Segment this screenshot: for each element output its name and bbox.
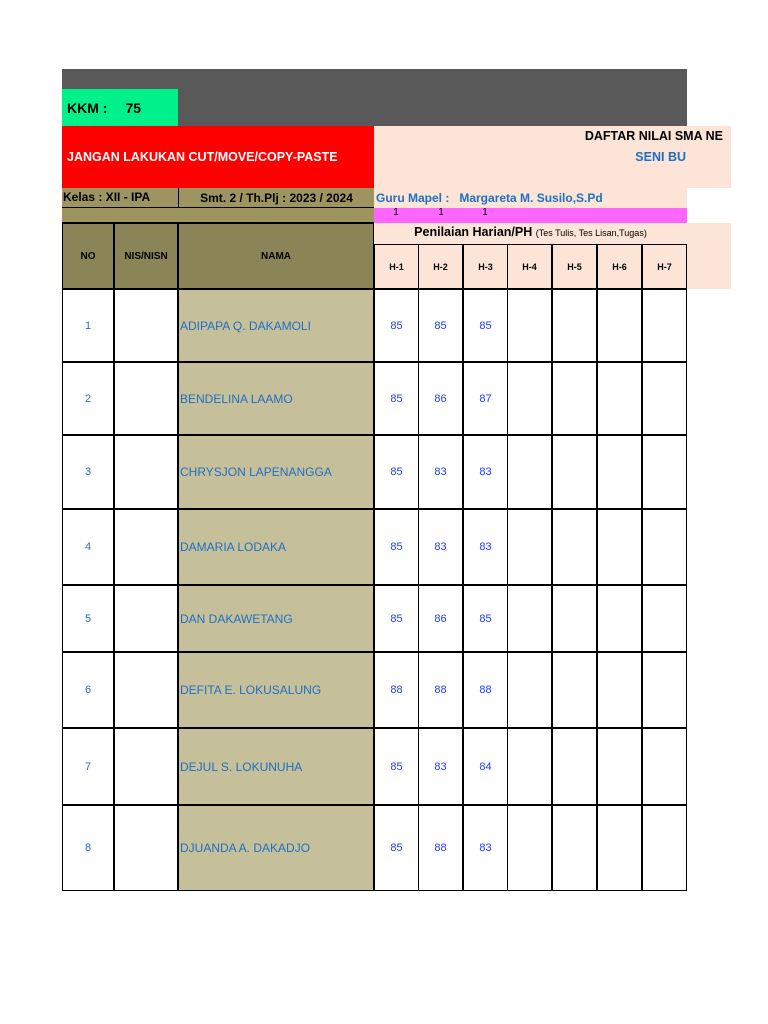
row-no-cell[interactable]: 2 xyxy=(62,362,114,435)
score-cell-h1[interactable]: 85 xyxy=(374,362,419,435)
row-nis-cell[interactable] xyxy=(114,509,178,585)
score-cell-h7[interactable] xyxy=(642,805,687,891)
header-h6: H-6 xyxy=(597,244,642,289)
header-nama: NAMA xyxy=(178,223,374,289)
score-cell-h4[interactable] xyxy=(507,652,552,728)
row-name-cell[interactable]: ADIPAPA Q. DAKAMOLI xyxy=(178,289,374,362)
row-name-cell[interactable]: DAN DAKAWETANG xyxy=(178,585,374,652)
row-no-cell[interactable]: 4 xyxy=(62,509,114,585)
score-cell-h4[interactable] xyxy=(507,585,552,652)
score-cell-h2[interactable]: 85 xyxy=(418,289,463,362)
row-name-cell[interactable]: DEFITA E. LOKUSALUNG xyxy=(178,652,374,728)
row-no-cell[interactable]: 5 xyxy=(62,585,114,652)
score-cell-h2[interactable]: 83 xyxy=(418,509,463,585)
score-cell-h6[interactable] xyxy=(597,509,642,585)
score-cell-h6[interactable] xyxy=(597,728,642,805)
row-no-cell[interactable]: 8 xyxy=(62,805,114,891)
row-nis-cell[interactable] xyxy=(114,652,178,728)
score-cell-h1[interactable]: 88 xyxy=(374,652,419,728)
header-h4: H-4 xyxy=(507,244,552,289)
score-cell-h3[interactable]: 88 xyxy=(463,652,508,728)
row-name-cell[interactable]: BENDELINA LAAMO xyxy=(178,362,374,435)
weight-cell[interactable]: 1 xyxy=(482,207,488,218)
teacher-name: Margareta M. Susilo,S.Pd xyxy=(459,191,603,205)
score-cell-h1[interactable]: 85 xyxy=(374,289,419,362)
score-cell-h7[interactable] xyxy=(642,728,687,805)
score-cell-h4[interactable] xyxy=(507,362,552,435)
score-cell-h2[interactable]: 88 xyxy=(418,805,463,891)
header-h3: H-3 xyxy=(463,244,508,289)
row-name-cell[interactable]: DEJUL S. LOKUNUHA xyxy=(178,728,374,805)
row-no-cell[interactable]: 3 xyxy=(62,435,114,509)
score-cell-h6[interactable] xyxy=(597,652,642,728)
header-h2: H-2 xyxy=(418,244,463,289)
score-cell-h6[interactable] xyxy=(597,289,642,362)
score-cell-h2[interactable]: 86 xyxy=(418,585,463,652)
score-cell-h4[interactable] xyxy=(507,289,552,362)
row-nis-cell[interactable] xyxy=(114,805,178,891)
header-no: NO xyxy=(62,223,114,289)
score-cell-h3[interactable]: 85 xyxy=(463,585,508,652)
score-cell-h3[interactable]: 83 xyxy=(463,805,508,891)
score-cell-h5[interactable] xyxy=(552,805,597,891)
score-cell-h7[interactable] xyxy=(642,652,687,728)
score-cell-h7[interactable] xyxy=(642,289,687,362)
score-cell-h2[interactable]: 86 xyxy=(418,362,463,435)
score-cell-h5[interactable] xyxy=(552,728,597,805)
score-cell-h2[interactable]: 88 xyxy=(418,652,463,728)
score-cell-h1[interactable]: 85 xyxy=(374,728,419,805)
ph-title xyxy=(374,225,687,239)
score-cell-h3[interactable]: 83 xyxy=(463,435,508,509)
kkm-value[interactable]: 75 xyxy=(125,99,142,116)
score-cell-h1[interactable]: 85 xyxy=(374,435,419,509)
score-cell-h7[interactable] xyxy=(642,585,687,652)
row-nis-cell[interactable] xyxy=(114,435,178,509)
weight-cell[interactable]: 1 xyxy=(393,207,399,218)
score-cell-h1[interactable]: 85 xyxy=(374,585,419,652)
score-cell-h3[interactable]: 83 xyxy=(463,509,508,585)
score-cell-h7[interactable] xyxy=(642,362,687,435)
row-nis-cell[interactable] xyxy=(114,289,178,362)
score-cell-h2[interactable]: 83 xyxy=(418,728,463,805)
subject-title: SENI BU xyxy=(635,150,686,164)
ph-subtitle: (Tes Tulis, Tes Lisan,Tugas) xyxy=(535,228,647,238)
score-cell-h5[interactable] xyxy=(552,435,597,509)
score-cell-h5[interactable] xyxy=(552,362,597,435)
score-cell-h6[interactable] xyxy=(597,435,642,509)
score-cell-h1[interactable]: 85 xyxy=(374,805,419,891)
score-cell-h3[interactable]: 84 xyxy=(463,728,508,805)
spacer-row xyxy=(62,208,374,223)
header-h1: H-1 xyxy=(374,244,419,289)
kkm-label: KKM : xyxy=(67,99,108,116)
teacher-label: Guru Mapel : xyxy=(376,191,450,205)
weight-row xyxy=(374,208,687,223)
score-cell-h5[interactable] xyxy=(552,652,597,728)
kkm-box xyxy=(62,89,178,126)
header-h5: H-5 xyxy=(552,244,597,289)
teacher-cell[interactable] xyxy=(374,188,687,208)
score-cell-h4[interactable] xyxy=(507,509,552,585)
weight-cell[interactable]: 1 xyxy=(438,207,444,218)
score-cell-h5[interactable] xyxy=(552,289,597,362)
score-cell-h4[interactable] xyxy=(507,435,552,509)
score-cell-h3[interactable]: 85 xyxy=(463,289,508,362)
class-label[interactable]: Kelas : XII - IPA xyxy=(63,190,151,204)
sheet-title: DAFTAR NILAI SMA NE xyxy=(584,129,723,143)
row-name-cell[interactable]: DJUANDA A. DAKADJO xyxy=(178,805,374,891)
semester-label[interactable]: Smt. 2 / Th.Plj : 2023 / 2024 xyxy=(178,188,374,208)
score-cell-h1[interactable]: 85 xyxy=(374,509,419,585)
score-cell-h6[interactable] xyxy=(597,362,642,435)
ph-title-text: Penilaian Harian/PH xyxy=(414,225,533,239)
score-cell-h3[interactable]: 87 xyxy=(463,362,508,435)
score-cell-h5[interactable] xyxy=(552,585,597,652)
row-nis-cell[interactable] xyxy=(114,728,178,805)
header-h7: H-7 xyxy=(642,244,687,289)
score-cell-h7[interactable] xyxy=(642,435,687,509)
row-name-cell[interactable]: DAMARIA LODAKA xyxy=(178,509,374,585)
score-cell-h6[interactable] xyxy=(597,805,642,891)
row-nis-cell[interactable] xyxy=(114,585,178,652)
warning-banner: JANGAN LAKUKAN CUT/MOVE/COPY-PASTE xyxy=(62,126,374,188)
row-no-cell[interactable]: 6 xyxy=(62,652,114,728)
score-cell-h2[interactable]: 83 xyxy=(418,435,463,509)
row-nis-cell[interactable] xyxy=(114,362,178,435)
row-no-cell[interactable]: 7 xyxy=(62,728,114,805)
score-cell-h6[interactable] xyxy=(597,585,642,652)
row-name-cell[interactable]: CHRYSJON LAPENANGGA xyxy=(178,435,374,509)
header-nis: NIS/NISN xyxy=(114,223,178,289)
score-cell-h4[interactable] xyxy=(507,728,552,805)
row-no-cell[interactable]: 1 xyxy=(62,289,114,362)
score-cell-h4[interactable] xyxy=(507,805,552,891)
score-cell-h7[interactable] xyxy=(642,509,687,585)
score-cell-h5[interactable] xyxy=(552,509,597,585)
